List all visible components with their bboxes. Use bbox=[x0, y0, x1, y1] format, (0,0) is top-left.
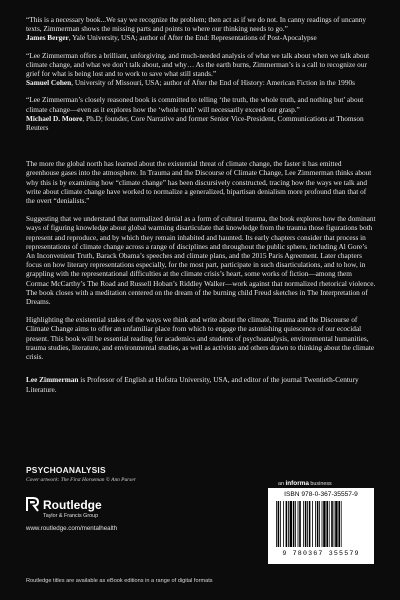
informa-suffix: business bbox=[308, 481, 332, 487]
publisher-url: www.routledge.com/mentalhealth bbox=[26, 525, 118, 532]
author-bio-text: is Professor of English at Hofstra University, USA, and editor of the journal Twentieth-Century Literature. bbox=[26, 375, 359, 394]
blurbs bbox=[26, 15, 376, 132]
book-description bbox=[26, 159, 376, 361]
informa-business-label bbox=[278, 480, 332, 487]
routledge-logo-icon bbox=[26, 497, 39, 512]
blurb-affiliation: , Yale University, USA; author of After the End: Representations of Post-Apocalypse bbox=[68, 33, 317, 43]
blurb bbox=[26, 15, 376, 43]
blurb-quote: “Lee Zimmerman offers a brilliant, unforgiving, and much-needed analysis of what we talk about when we talk about climate change, and what we don’t talk about, and why… As the earth burns, Zimmerman’s is a call to recognize our grief for what is being lost and to work to save what still stands.” bbox=[26, 50, 370, 79]
blurb-author: Samuel Cohen bbox=[26, 78, 72, 88]
publisher-logo bbox=[26, 497, 146, 519]
blurb-quote: “Lee Zimmerman’s closely reasoned book is committed to telling ‘the truth, the whole truth, and nothing but’ about climate change—even as it explores how the ‘whole truth’ will necessarily exceed our grasp.” bbox=[26, 95, 364, 114]
blurb-author: Michael D. Moore bbox=[26, 113, 83, 123]
barcode-number: 9 780367 355579 bbox=[282, 550, 360, 557]
blurb bbox=[26, 51, 376, 88]
informa-prefix: an bbox=[278, 481, 286, 487]
blurb-author: James Berger bbox=[26, 33, 69, 43]
barcode-panel bbox=[268, 488, 374, 564]
informa-brand: informa bbox=[285, 480, 309, 487]
publisher-name: Routledge bbox=[43, 497, 102, 512]
barcode-icon bbox=[276, 501, 366, 549]
back-cover-text bbox=[26, 15, 376, 394]
description-paragraph: Suggesting that we understand that normalized denial as a form of cultural trauma, the book explores how the dominant ways of figuring knowledge about global warming disarticulate that knowledge from the trauma those figurations both represent and reproduce, and by which they remain inhabited and haunted. Its early chapters consider that process in representations of climate change across a range of disciplines and throughout the public sphere, including Al Gore’s An Inconvenient Truth, Barack Obama’s speeches and climate plans, and the 2015 Paris Agreement. Later chapters focus on how literary representations especially, for the most part, participate in such disarticulations, and to how, in grappling with the representational difficulties at the climate crisis’s heart, some works of fiction—among them Cormac McCarthy’s The Road and Russell Hoban’s Riddley Walker—work against that normalized rhetorical violence. The book closes with a meditation centered on the dream of the burning child Freud sketches in The Interpretation of Dreams. bbox=[26, 214, 376, 307]
blurb-affiliation: , University of Missouri, USA; author of After the End of History: American Fiction in the 1990s bbox=[71, 78, 355, 88]
subject-category: PSYCHOANALYSIS bbox=[26, 465, 106, 475]
blurb bbox=[26, 95, 376, 132]
isbn-text: ISBN 978-0-367-35557-9 bbox=[284, 491, 358, 498]
author-bio bbox=[26, 375, 376, 393]
cover-credit: Cover artwork: The First Horseman © Ann Purser bbox=[26, 477, 136, 483]
publisher-tagline: Taylor & Francis Group bbox=[43, 513, 99, 519]
blurb-quote: “This is a necessary book...We say we recognize the problem; then act as if we do not. In canny readings of uncanny texts, Zimmerman shows the missing parts and points to where our thinking needs to go.” bbox=[26, 15, 367, 34]
ebook-note: Routledge titles are available as eBook editions in a range of digital formats bbox=[26, 578, 213, 584]
author-name: Lee Zimmerman bbox=[26, 375, 79, 385]
description-paragraph: The more the global north has learned about the existential threat of climate change, the faster it has emitted greenhouse gases into the atmosphere. In Trauma and the Discourse of Climate Change, Lee Zimmerman thinks about why this is by examining how “climate change” has been discursively constructed, tracing how the ways we talk and write about climate change have worked to normalize a generalized, bipartisan denialism more profound than that of the overt “denialists.” bbox=[26, 159, 372, 206]
description-paragraph: Highlighting the existential stakes of the ways we think and write about the climate, Trauma and the Discourse of Climate Change aims to offer an unfamiliar place from which to engage the astonishing quiescence of our ecocidal present. This book will be essential reading for academics and students of psychoanalysis, environmental humanities, trauma studies, literature, and environmental studies, as well as activists and others drawn to thinking about the climate crisis. bbox=[26, 315, 375, 362]
blurb-affiliation: , Ph.D; founder, Core Narrative and former Senior Vice-President, Communications at Thomson Reuters bbox=[26, 113, 364, 133]
